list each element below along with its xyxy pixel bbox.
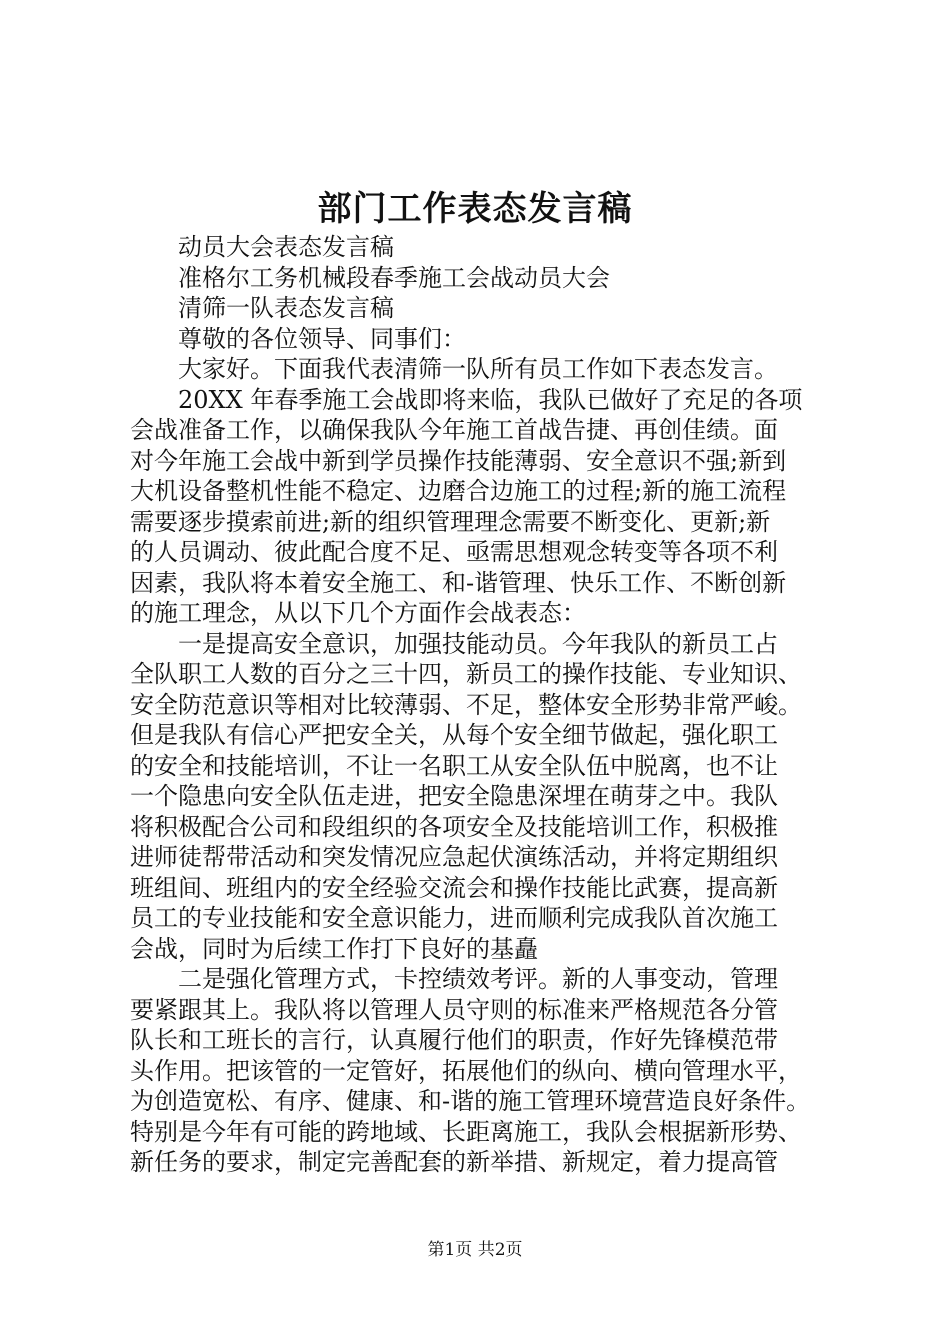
text-line: 新任务的要求，制定完善配套的新举措、新规定，着力提高管 bbox=[130, 1148, 778, 1176]
text-line: 准格尔工务机械段春季施工会战动员大会 bbox=[178, 263, 610, 292]
text-line: 进师徒帮带活动和突发情况应急起伏演练活动，并将定期组织 bbox=[130, 843, 778, 871]
text-line: 尊敬的各位领导、同事们： bbox=[178, 324, 466, 353]
text-line: 全队职工人数的百分之三十四，新员工的操作技能、专业知识、 bbox=[130, 660, 802, 688]
text-line: 因素，我队将本着安全施工、和-谐管理、快乐工作、不断创新 bbox=[130, 568, 787, 597]
text-line: 大家好。下面我代表清筛一队所有员工作如下表态发言。 bbox=[178, 355, 778, 383]
text-line: 员工的专业技能和安全意识能力，进而顺利完成我队首次施工 bbox=[130, 904, 778, 932]
text-line: 对今年施工会战中新到学员操作技能薄弱、安全意识不强;新到 bbox=[130, 446, 787, 475]
text-line: 会战准备工作，以确保我队今年施工首战告捷、再创佳绩。面 bbox=[130, 416, 778, 444]
text-line: 特别是今年有可能的跨地域、长距离施工，我队会根据新形势、 bbox=[130, 1117, 802, 1146]
text-line: 清筛一队表态发言稿 bbox=[178, 294, 394, 322]
text-line: 的人员调动、彼此配合度不足、亟需思想观念转变等各项不利 bbox=[130, 538, 778, 566]
text-line: 动员大会表态发言稿 bbox=[178, 233, 394, 261]
document-body bbox=[130, 232, 830, 1178]
text-line: 头作用。把该管的一定管好，拓展他们的纵向、横向管理水平， bbox=[130, 1056, 802, 1085]
text-line: 要紧跟其上。我队将以管理人员守则的标准来严格规范各分管 bbox=[130, 995, 778, 1024]
text-line: 但是我队有信心严把安全关，从每个安全细节做起，强化职工 bbox=[130, 721, 778, 749]
text-line: 20XX 年春季施工会战即将来临，我队已做好了充足的各项 bbox=[178, 385, 803, 414]
document-title: 部门工作表态发言稿 bbox=[317, 189, 633, 229]
text-line: 会战，同时为后续工作打下良好的基矗 bbox=[130, 934, 538, 963]
text-line: 一个隐患向安全队伍走进，把安全隐患深埋在萌芽之中。我队 bbox=[130, 782, 778, 810]
text-line: 大机设备整机性能不稳定、边磨合边施工的过程;新的施工流程 bbox=[130, 477, 787, 505]
text-line: 的施工理念，从以下几个方面作会战表态： bbox=[130, 599, 586, 627]
text-line: 队长和工班长的言行，认真履行他们的职责，作好先锋模范带 bbox=[130, 1026, 778, 1054]
text-line: 将积极配合公司和段组织的各项安全及技能培训工作，积极推 bbox=[130, 812, 778, 841]
text-line: 安全防范意识等相对比较薄弱、不足，整体安全形势非常严峻。 bbox=[130, 690, 802, 719]
text-line: 的安全和技能培训，不让一名职工从安全队伍中脱离，也不让 bbox=[130, 751, 778, 780]
page-footer: 第1页 共2页 bbox=[427, 1240, 523, 1260]
text-line: 二是强化管理方式，卡控绩效考评。新的人事变动，管理 bbox=[178, 965, 778, 993]
text-line: 为创造宽松、有序、健康、和-谐的施工管理环境营造良好条件。 bbox=[130, 1087, 811, 1115]
text-line: 班组间、班组内的安全经验交流会和操作技能比武赛，提高新 bbox=[130, 873, 778, 902]
text-line: 一是提高安全意识，加强技能动员。今年我队的新员工占 bbox=[178, 629, 778, 658]
text-line: 需要逐步摸索前进;新的组织管理理念需要不断变化、更新;新 bbox=[130, 507, 771, 536]
